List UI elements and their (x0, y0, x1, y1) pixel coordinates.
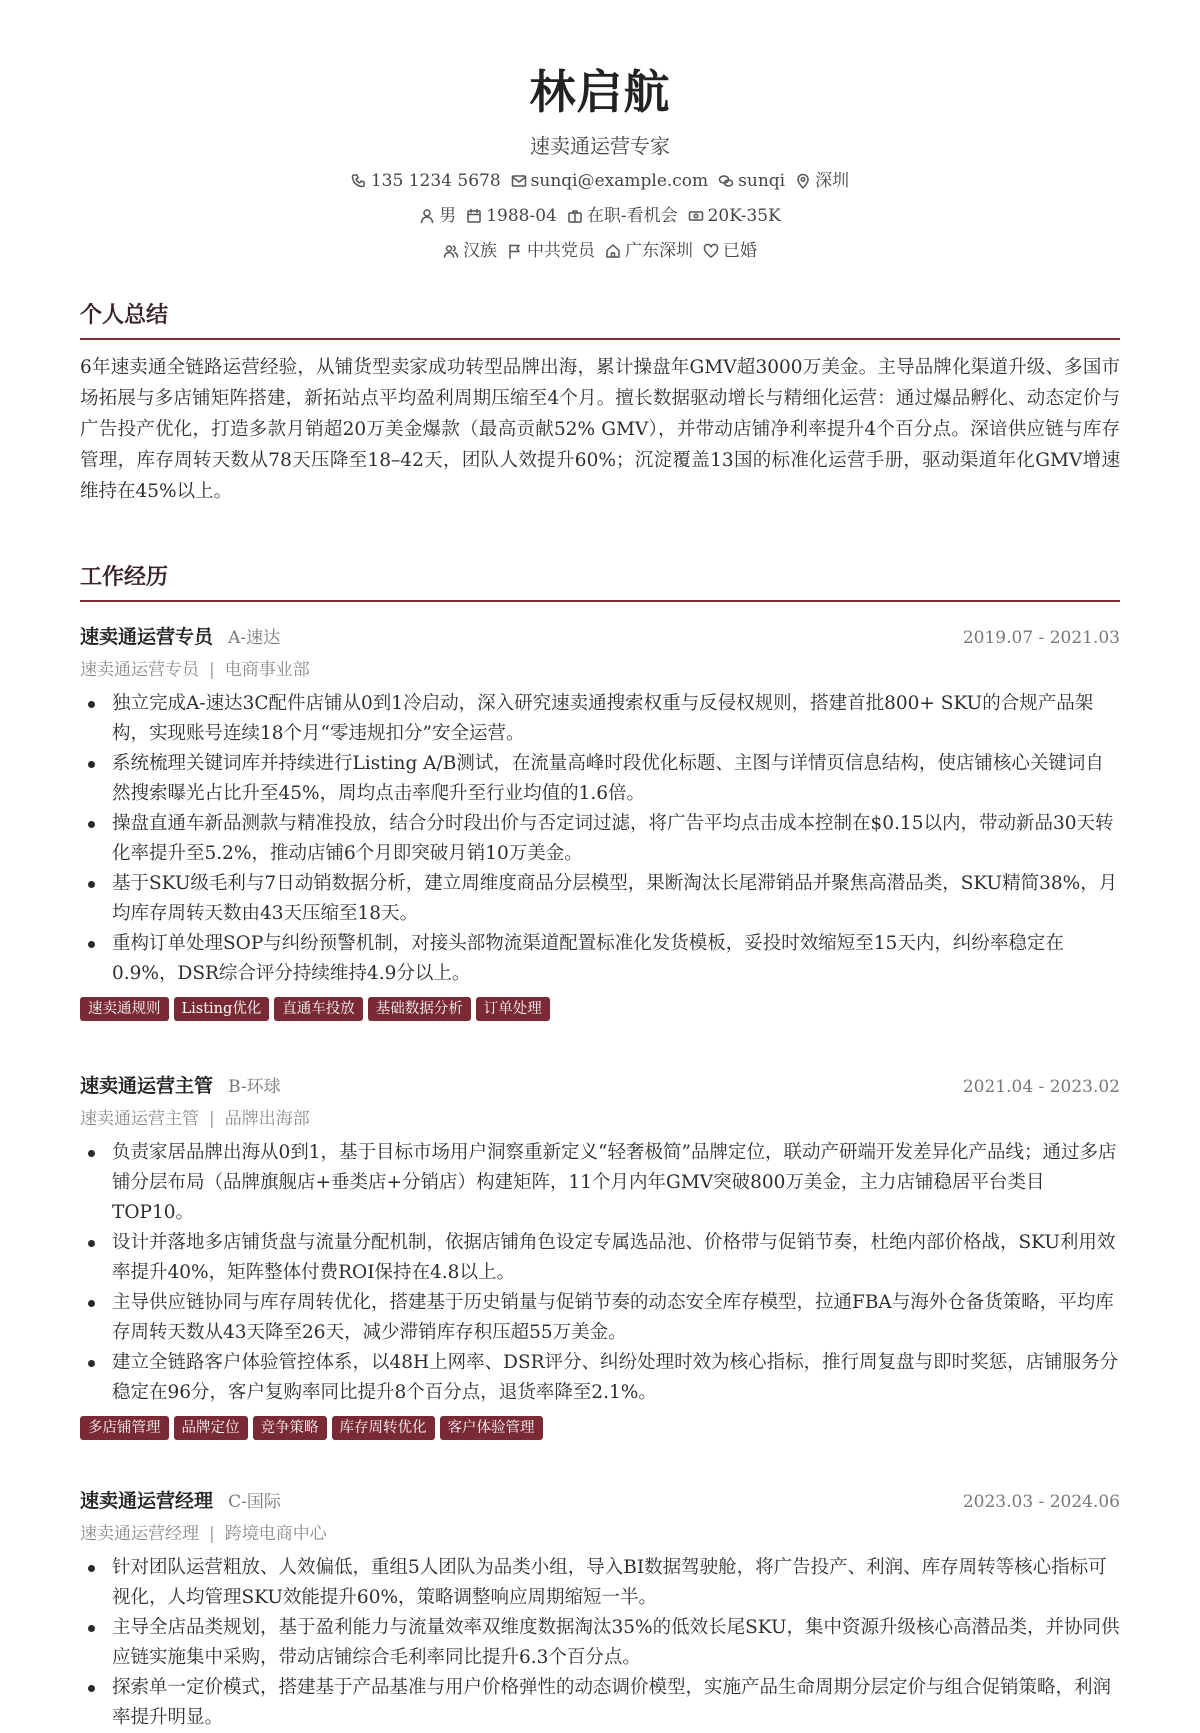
job-title: 速卖通运营经理 (80, 1490, 214, 1512)
flag-icon (507, 243, 523, 259)
job-role: 速卖通运营经理 (80, 1524, 199, 1544)
mail-icon (511, 173, 527, 189)
wechat-text: sunqi (738, 171, 786, 191)
job-header (80, 1486, 1120, 1517)
wechat-item (718, 168, 785, 194)
skill-tag: Listing优化 (174, 997, 270, 1021)
politics-text: 中共党员 (527, 241, 595, 261)
skill-tag: 订单处理 (476, 997, 550, 1021)
job-company: C-国际 (228, 1492, 281, 1512)
job-department: 电商事业部 (224, 660, 310, 680)
job-entry (80, 1071, 1120, 1440)
job-role: 速卖通运营主管 (80, 1109, 199, 1129)
job-title: 速卖通运营主管 (80, 1075, 214, 1097)
skill-tag: 库存周转优化 (332, 1416, 435, 1440)
separator: | (209, 1109, 215, 1129)
phone-item[interactable] (351, 168, 501, 194)
skill-tag: 基础数据分析 (368, 997, 471, 1021)
job-date: 2021.04 - 2023.02 (962, 1077, 1120, 1097)
bullet-item: 重构订单处理SOP与纠纷预警机制，对接头部物流渠道配置标准化发货模板，妥投时效缩短至15天内，纠纷率稳定在0.9%，DSR综合评分持续维持4.9分以上。 (80, 929, 1120, 989)
status-item (567, 203, 678, 229)
summary-section (80, 300, 1120, 507)
bullet-item: 独立完成A-速达3C配件店铺从0到1冷启动，深入研究速卖通搜索权重与反侵权规则，搭建首批800+ SKU的合规产品架构，实现账号连续18个月“零违规扣分”安全运营。 (80, 689, 1120, 749)
gender-item (419, 203, 456, 229)
calendar-icon (466, 208, 482, 224)
phone-icon (351, 173, 367, 189)
separator: | (209, 1524, 215, 1544)
bullet-item: 系统梳理关键词库并持续进行Listing A/B测试，在流量高峰时段优化标题、主图与详情页信息结构，使店铺核心关键词自然搜索曝光占比升至45%，周均点击率爬升至行业均值的1.6倍。 (80, 749, 1120, 809)
bullet-item: 主导全店品类规划，基于盈利能力与流量效率双维度数据淘汰35%的低效长尾SKU，集中资源升级核心高潜品类，并协同供应链实施集中采购，带动店铺综合毛利率同比提升6.3个百分点。 (80, 1613, 1120, 1673)
group-icon (443, 243, 459, 259)
job-bullets (80, 689, 1120, 989)
briefcase-icon (567, 208, 583, 224)
contact-row (80, 168, 1120, 194)
job-subtitle (80, 1104, 1120, 1134)
person-icon (419, 208, 435, 224)
bullet-item: 负责家居品牌出海从0到1，基于目标市场用户洞察重新定义“轻奢极简”品牌定位，联动产研端开发差异化产品线；通过多店铺分层布局（品牌旗舰店+垂类店+分销店）构建矩阵，11个月内年GMV突破800万美金，主力店铺稳居平台类目TOP10。 (80, 1138, 1120, 1228)
job-role: 速卖通运营专员 (80, 660, 199, 680)
status-text: 在职-看机会 (586, 206, 678, 226)
birth-item (466, 203, 557, 229)
job-header (80, 622, 1120, 653)
bullet-item: 设计并落地多店铺货盘与流量分配机制，依据店铺角色设定专属选品池、价格带与促销节奏，杜绝内部价格战，SKU利用效率提升40%，矩阵整体付费ROI保持在4.8以上。 (80, 1228, 1120, 1288)
job-date: 2023.03 - 2024.06 (962, 1492, 1120, 1512)
job-company: A-速达 (228, 628, 281, 648)
separator: | (209, 660, 215, 680)
marital-text: 已婚 (723, 241, 757, 261)
summary-heading: 个人总结 (80, 300, 1120, 340)
bullet-item: 探索单一定价模式，搭建基于产品基准与用户价格弹性的动态调价模型，实施产品生命周期分层定价与组合促销策略，利润率提升明显。 (80, 1673, 1120, 1733)
resume-page (80, 0, 1120, 1728)
skill-tag: 直通车投放 (274, 997, 363, 1021)
salary-text: 20K-35K (707, 206, 781, 226)
politics-item (507, 238, 595, 264)
candidate-name: 林启航 (529, 65, 671, 119)
bullet-item: 主导供应链协同与库存周转优化，搭建基于历史销量与促销节奏的动态安全库存模型，拉通FBA与海外仓备货策略，平均库存周转天数从43天降至26天，减少滞销库存积压超55万美金。 (80, 1288, 1120, 1348)
skill-tag: 多店铺管理 (80, 1416, 169, 1440)
skill-tag: 品牌定位 (174, 1416, 248, 1440)
location-text: 深圳 (815, 171, 850, 191)
skill-tags (80, 997, 1120, 1021)
email-text: sunqi@example.com (530, 171, 709, 191)
wechat-icon (718, 173, 734, 189)
experience-heading: 工作经历 (80, 562, 1120, 602)
hometown-item (605, 238, 693, 264)
home-icon (605, 243, 621, 259)
job-entry (80, 622, 1120, 1021)
salary-item (688, 203, 781, 229)
skill-tag: 速卖通规则 (80, 997, 169, 1021)
skill-tag: 竞争策略 (253, 1416, 327, 1440)
personal-row (80, 238, 1120, 264)
location-item (795, 168, 849, 194)
phone-text: 135 1234 5678 (370, 171, 501, 191)
details-row (80, 203, 1120, 229)
heart-icon (703, 243, 719, 259)
hometown-text: 广东深圳 (625, 241, 693, 261)
job-subtitle (80, 1519, 1120, 1549)
money-icon (688, 208, 704, 224)
skill-tag: 客户体验管理 (440, 1416, 543, 1440)
job-date: 2019.07 - 2021.03 (962, 628, 1120, 648)
bullet-item: 针对团队运营粗放、人效偏低，重组5人团队为品类小组，导入BI数据驾驶舱，将广告投产、利润、库存周转等核心指标可视化，人均管理SKU效能提升60%，策略调整响应周期缩短一半。 (80, 1553, 1120, 1613)
ethnicity-text: 汉族 (463, 241, 497, 261)
bullet-item: 基于SKU级毛利与7日动销数据分析，建立周维度商品分层模型，果断淘汰长尾滞销品并聚焦高潜品类，SKU精简38%，月均库存周转天数由43天压缩至18天。 (80, 869, 1120, 929)
skill-tags (80, 1416, 1120, 1440)
job-department: 跨境电商中心 (224, 1524, 327, 1544)
gender-text: 男 (439, 206, 457, 226)
job-subtitle (80, 655, 1120, 685)
experience-section (80, 562, 1120, 602)
job-department: 品牌出海部 (224, 1109, 310, 1129)
location-icon (795, 173, 811, 189)
job-bullets (80, 1553, 1120, 1733)
job-bullets (80, 1138, 1120, 1408)
job-header (80, 1071, 1120, 1102)
job-title: 速卖通运营专员 (80, 626, 214, 648)
email-item[interactable] (511, 168, 709, 194)
bullet-item: 操盘直通车新品测款与精准投放，结合分时段出价与否定词过滤，将广告平均点击成本控制在$0.15以内，带动新品30天转化率提升至5.2%，推动店铺6个月即突破月销10万美金。 (80, 809, 1120, 869)
candidate-title: 速卖通运营专家 (530, 134, 670, 158)
job-company: B-环球 (228, 1077, 281, 1097)
ethnicity-item (443, 238, 497, 264)
birth-text: 1988-04 (486, 206, 557, 226)
summary-text: 6年速卖通全链路运营经验，从铺货型卖家成功转型品牌出海，累计操盘年GMV超3000万美金。主导品牌化渠道升级、多国市场拓展与多店铺矩阵搭建，新拓站点平均盈利周期压缩至4个月。擅长数据驱动增长与精细化运营：通过爆品孵化、动态定价与广告投产优化，打造多款月销超20万美金爆款（最高贡献52% GMV），并带动店铺净利率提升4个百分点。深谙供应链与库存管理，库存周转天数从78天压降至18–42天，团队人效提升60%；沉淀覆盖13国的标准化运营手册，驱动渠道年化GMV增速维持在45%以上。 (80, 357, 1120, 502)
job-entry (80, 1486, 1120, 1733)
marital-item (703, 238, 757, 264)
bullet-item: 建立全链路客户体验管控体系，以48H上网率、DSR评分、纠纷处理时效为核心指标，推行周复盘与即时奖惩，店铺服务分稳定在96分，客户复购率同比提升8个百分点，退货率降至2.1%。 (80, 1348, 1120, 1408)
